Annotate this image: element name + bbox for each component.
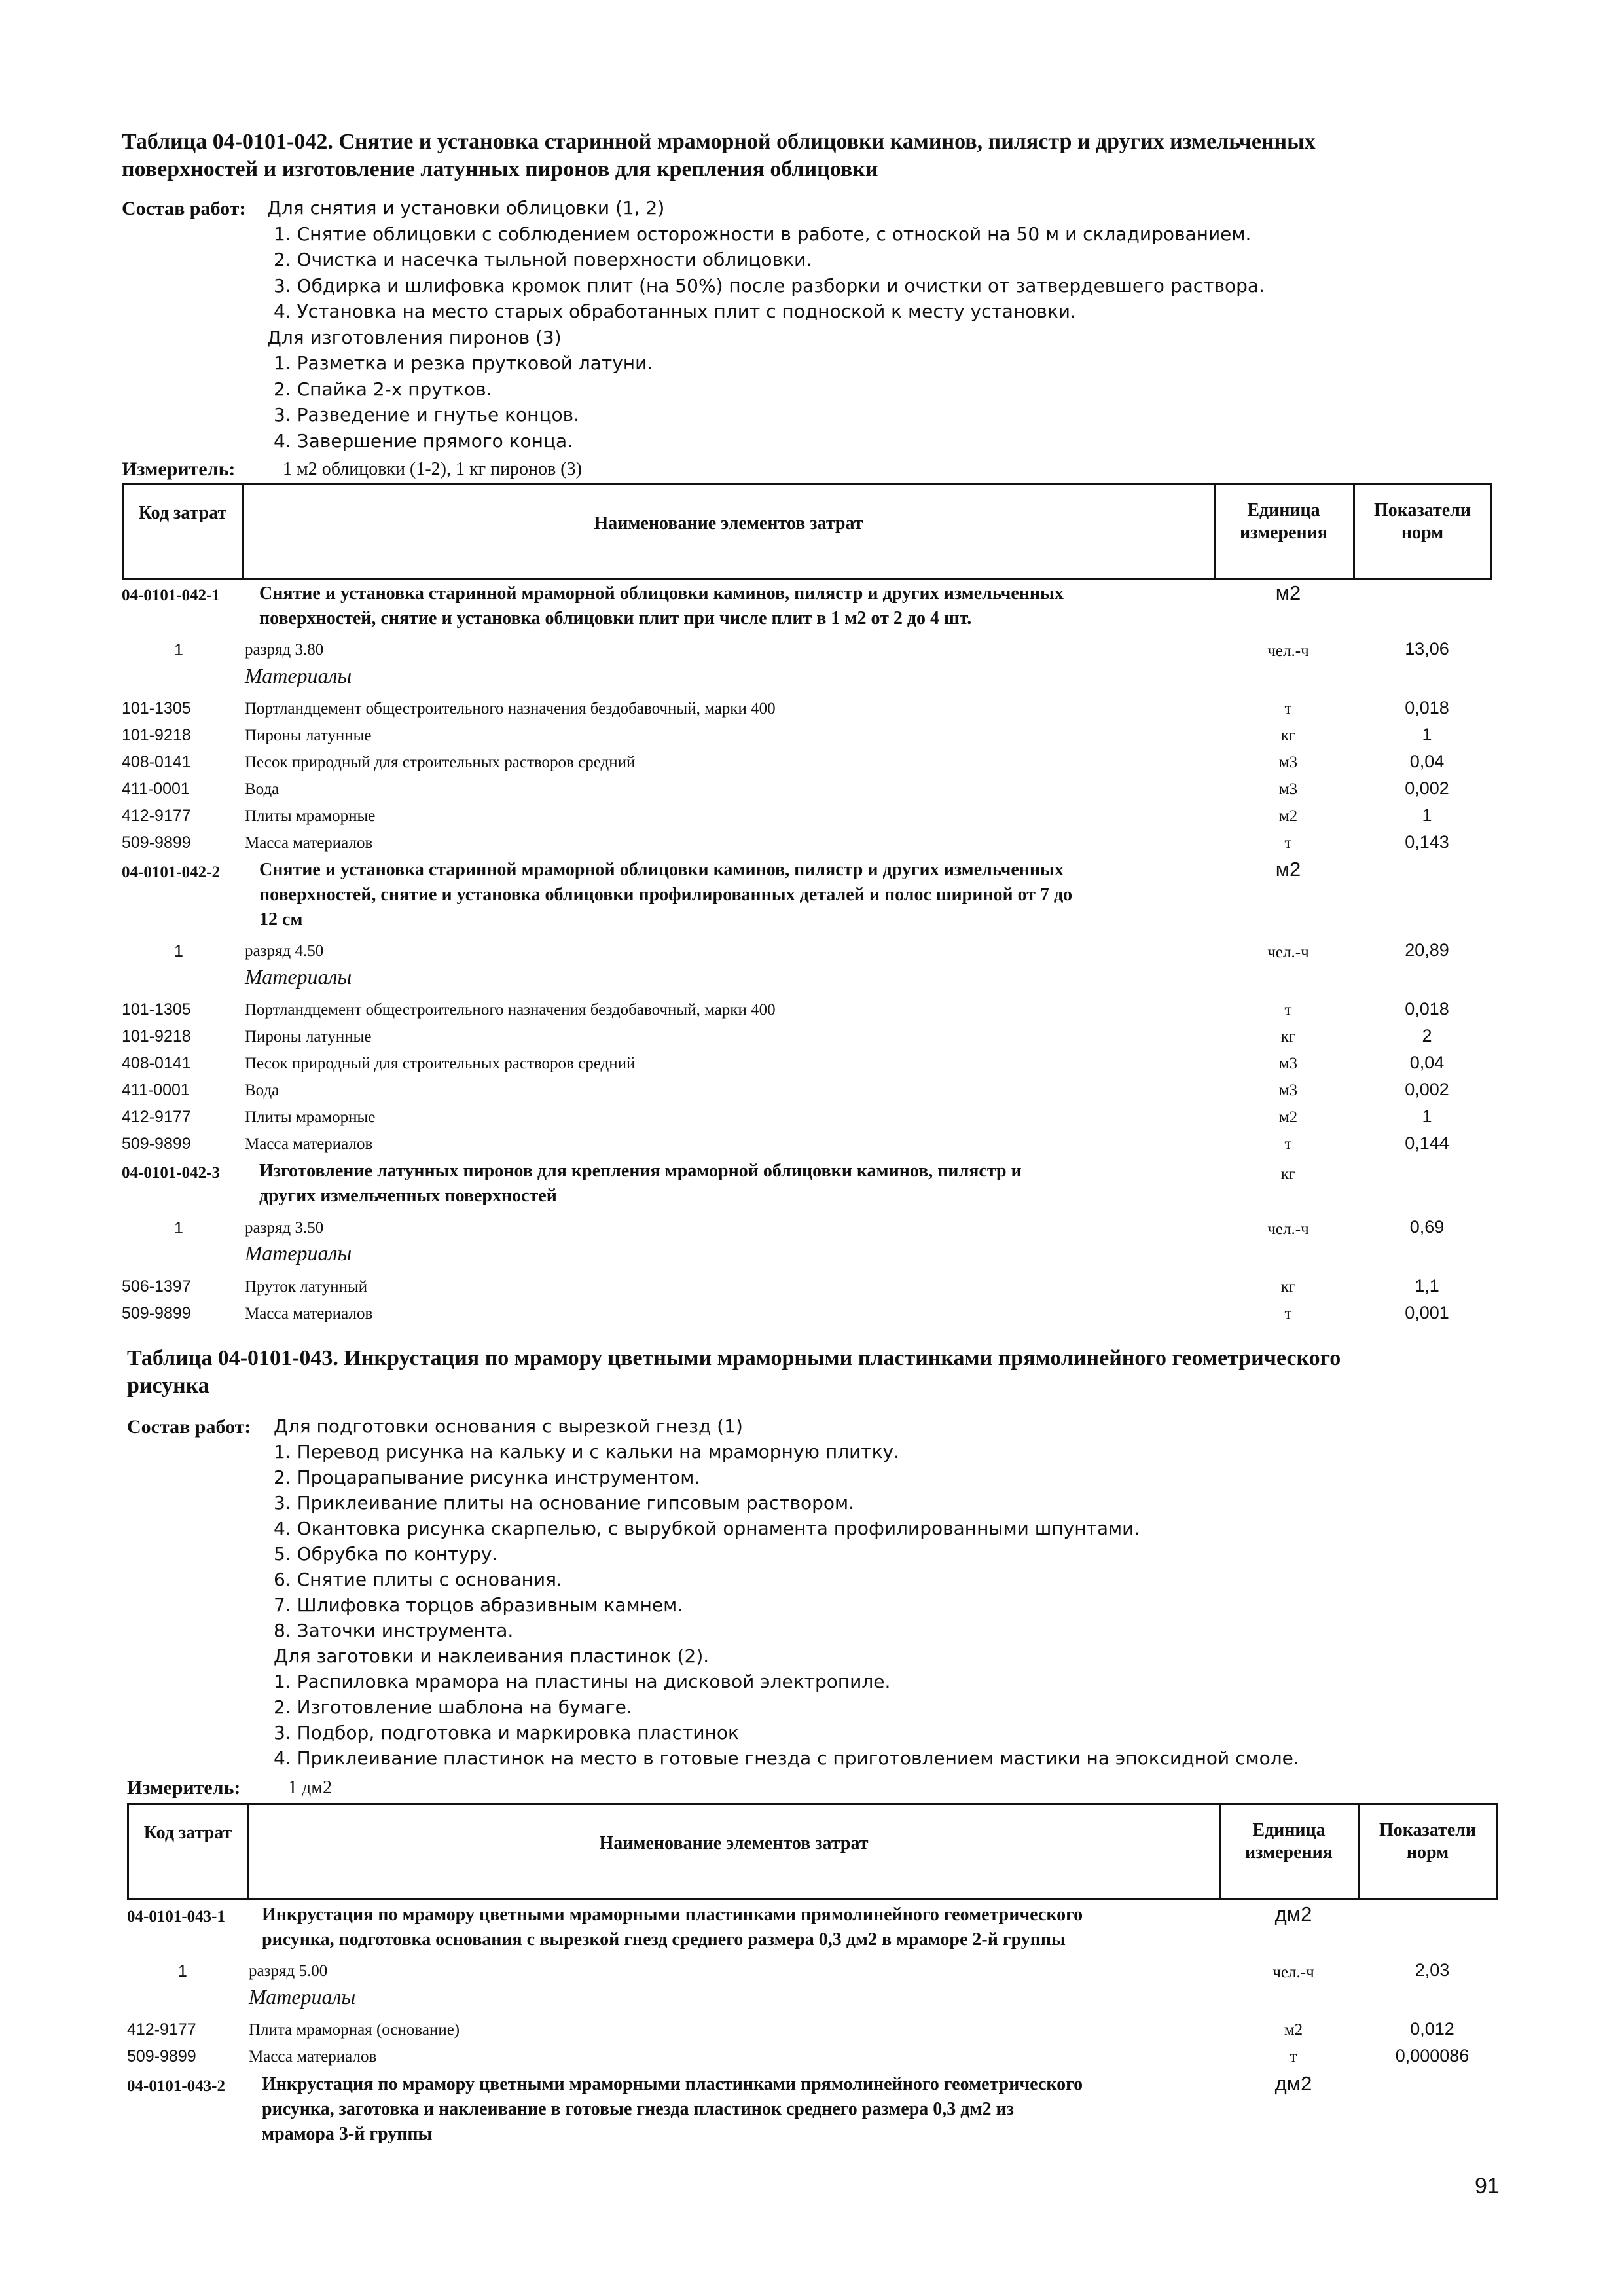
header-name: Наименование элементов затрат (594, 513, 863, 534)
table-042-title-line-2: поверхностей и изготовление латунных пиронов для крепления облицовки (122, 157, 878, 181)
item-unit: м2 (1275, 581, 1301, 604)
labor-value: 2,03 (1415, 1960, 1450, 1980)
labor-unit: чел.-ч (1272, 1963, 1314, 1981)
item-unit: дм2 (1274, 1903, 1312, 1925)
material-code: 411-0001 (122, 780, 190, 798)
works-item: 2. Процарапывание рисунка инструментом. (274, 1467, 700, 1488)
material-name: Пироны латунные (245, 727, 372, 744)
labor-code: 1 (174, 641, 183, 659)
material-name: Масса материалов (249, 2048, 377, 2066)
item-code: 04-0101-043-2 (127, 2077, 225, 2095)
header-name: Наименование элементов затрат (599, 1833, 869, 1853)
material-code: 509-9899 (122, 1135, 191, 1153)
material-code: 509-9899 (127, 2047, 196, 2066)
measure-label: Измеритель: (122, 458, 236, 480)
material-name: Песок природный для строительных растворов средний (245, 754, 636, 771)
works-item: 3. Приклеивание плиты на основание гипсовым раствором. (274, 1492, 855, 1514)
material-code: 408-0141 (122, 1054, 191, 1072)
material-value: 0,002 (1405, 778, 1449, 798)
measure-value: 1 дм2 (288, 1777, 332, 1798)
material-code: 408-0141 (122, 753, 191, 771)
material-unit: м2 (1278, 807, 1298, 825)
header-code: Код затрат (143, 1823, 232, 1843)
works-item: 7. Шлифовка торцов абразивным камнем. (274, 1594, 683, 1616)
material-unit: м3 (1278, 754, 1298, 771)
works-item: 4. Приклеивание пластинок на место в готовые гнезда с приготовлением мастики на эпоксидной смоле. (274, 1747, 1299, 1769)
works-item: 5. Обрубка по контуру. (274, 1543, 498, 1565)
material-unit: т (1284, 834, 1292, 852)
material-unit: т (1284, 700, 1292, 718)
labor-unit: чел.-ч (1267, 943, 1309, 961)
material-code: 412-9177 (122, 1108, 191, 1126)
item-name-line: рисунка, подготовка основания с вырезкой гнезд среднего размера 0,3 дм2 в мраморе 2-й группы (262, 1929, 1066, 1950)
works-item: 2. Изготовление шаблона на бумаге. (274, 1696, 632, 1718)
item-unit: кг (1280, 1165, 1296, 1183)
labor-name: разряд 3.50 (245, 1219, 324, 1237)
works-item: Для заготовки и наклеивания пластинок (2). (274, 1645, 710, 1667)
item-name-line: Снятие и установка старинной мраморной облицовки каминов, пилястр и других измельченных (259, 860, 1064, 880)
table-043-title-line-2: рисунка (127, 1374, 209, 1398)
labor-name: разряд 3.80 (245, 641, 324, 659)
labor-unit: чел.-ч (1267, 1220, 1309, 1238)
material-value: 2 (1422, 1026, 1432, 1046)
header-norm-line-1: Показатели (1379, 1820, 1477, 1840)
works-item: Для снятия и установки облицовки (1, 2) (267, 197, 665, 219)
material-value: 0,04 (1409, 752, 1445, 771)
material-value: 0,002 (1405, 1080, 1449, 1099)
table-043-title-line-1: Таблица 04-0101-043. Инкрустация по мрамору цветными мраморными пластинками прямолинейного геометрического (127, 1346, 1341, 1370)
header-unit-line-1: Единица (1247, 500, 1320, 520)
item-code: 04-0101-043-1 (127, 1908, 225, 1925)
labor-name: разряд 5.00 (249, 1962, 328, 1980)
header-unit-line-1: Единица (1252, 1820, 1326, 1840)
works-item: 1. Разметка и резка прутковой латуни. (274, 352, 653, 374)
material-value: 1 (1422, 725, 1432, 744)
material-unit: кг (1280, 727, 1296, 744)
table-042-title-line-1: Таблица 04-0101-042. Снятие и установка старинной мраморной облицовки каминов, пилястр и других измельченных (122, 130, 1316, 154)
item-name-line: Инкрустация по мрамору цветными мраморными пластинками прямолинейного геометрического (262, 2074, 1083, 2094)
labor-value: 20,89 (1405, 940, 1449, 960)
item-name-line: других измельченных поверхностей (259, 1186, 557, 1206)
header-norm-line-2: норм (1406, 1842, 1449, 1863)
material-value: 0,144 (1405, 1133, 1449, 1153)
material-value: 0,04 (1409, 1053, 1445, 1072)
materials-label: Материалы (245, 664, 352, 687)
material-unit: т (1284, 1001, 1292, 1019)
material-unit: м3 (1278, 1055, 1298, 1072)
material-code: 101-9218 (122, 726, 191, 744)
material-name: Пироны латунные (245, 1028, 372, 1046)
material-value: 0,143 (1405, 832, 1449, 852)
material-code: 509-9899 (122, 833, 191, 852)
material-name: Плита мраморная (основание) (249, 2021, 460, 2039)
labor-code: 1 (174, 1219, 183, 1237)
item-code: 04-0101-042-1 (122, 587, 220, 604)
labor-code: 1 (174, 942, 183, 960)
works-label: Состав работ: (127, 1416, 251, 1438)
works-item: 4. Окантовка рисунка скарпелью, с вырубкой орнамента профилированными шпунтами. (274, 1518, 1140, 1539)
material-value: 0,012 (1410, 2019, 1454, 2039)
works-item: 1. Перевод рисунка на кальку и с кальки на мраморную плитку. (274, 1441, 899, 1463)
works-item: 2. Очистка и насечка тыльной поверхности облицовки. (274, 249, 812, 270)
material-value: 1 (1422, 805, 1432, 825)
material-value: 1,1 (1415, 1276, 1439, 1296)
item-name-line: Изготовление латунных пиронов для крепления мраморной облицовки каминов, пилястр и (259, 1161, 1022, 1181)
material-code: 412-9177 (127, 2020, 196, 2039)
header-code: Код затрат (138, 503, 227, 523)
material-unit: м2 (1284, 2021, 1303, 2039)
header-norm-line-2: норм (1401, 522, 1444, 543)
header-unit-line-2: измерения (1240, 522, 1327, 543)
page-number: 91 (1475, 2174, 1500, 2198)
item-name-line: 12 см (259, 909, 303, 930)
material-unit: т (1284, 1135, 1292, 1153)
material-name: Портландцемент общестроительного назначения бездобавочный, марки 400 (245, 700, 776, 718)
material-unit: м2 (1278, 1108, 1298, 1126)
item-code: 04-0101-042-2 (122, 864, 220, 881)
works-item: Для подготовки основания с вырезкой гнезд (1) (274, 1415, 743, 1437)
works-item: 3. Разведение и гнутье концов. (274, 404, 580, 426)
works-item: 1. Распиловка мрамора на пластины на дисковой электропиле. (274, 1671, 891, 1692)
material-unit: т (1284, 1305, 1292, 1322)
item-name-line: Снятие и установка старинной мраморной облицовки каминов, пилястр и других измельченных (259, 583, 1064, 604)
material-value: 0,001 (1405, 1303, 1449, 1322)
item-name-line: Инкрустация по мрамору цветными мраморными пластинками прямолинейного геометрического (262, 1904, 1083, 1925)
labor-value: 0,69 (1409, 1217, 1445, 1237)
material-name: Плиты мраморные (245, 807, 376, 825)
table-header (122, 483, 1492, 580)
measure-value: 1 м2 облицовки (1-2), 1 кг пиронов (3) (283, 459, 582, 479)
material-code: 101-1305 (122, 1000, 191, 1019)
item-unit: м2 (1275, 858, 1301, 881)
item-name-line: мрамора 3-й группы (262, 2124, 433, 2144)
material-unit: кг (1280, 1028, 1296, 1046)
item-unit: дм2 (1274, 2072, 1312, 2095)
material-value: 0,018 (1405, 999, 1449, 1019)
material-value: 0,000086 (1395, 2046, 1470, 2066)
item-name-line: рисунка, заготовка и наклеивание в готовые гнезда пластинок среднего размера 0,3 дм2 из (262, 2099, 1014, 2119)
labor-value: 13,06 (1405, 639, 1449, 659)
item-name-line: поверхностей, снятие и установка облицовки плит при числе плит в 1 м2 от 2 до 4 шт. (259, 608, 972, 629)
table-header (127, 1803, 1498, 1900)
material-name: Пруток латунный (245, 1278, 368, 1296)
material-name: Вода (245, 780, 280, 798)
item-name-line: поверхностей, снятие и установка облицовки профилированных деталей и полос шириной от 7 до (259, 884, 1073, 905)
works-item: 4. Завершение прямого конца. (274, 430, 573, 452)
material-value: 0,018 (1405, 698, 1449, 718)
works-item: 3. Обдирка и шлифовка кромок плит (на 50%) после разборки и очистки от затвердевшего раствора. (274, 275, 1265, 297)
materials-label: Материалы (245, 1241, 352, 1265)
labor-code: 1 (178, 1962, 187, 1980)
works-item: 1. Снятие облицовки с соблюдением осторожности в работе, с отноской на 50 м и складированием. (274, 223, 1252, 245)
header-unit-line-2: измерения (1245, 1842, 1333, 1863)
material-code: 506-1397 (122, 1277, 191, 1296)
material-unit: м3 (1278, 1082, 1298, 1099)
material-name: Масса материалов (245, 1305, 373, 1322)
material-name: Песок природный для строительных растворов средний (245, 1055, 636, 1072)
material-unit: т (1290, 2048, 1297, 2066)
material-code: 412-9177 (122, 807, 191, 825)
works-label: Состав работ: (122, 198, 246, 219)
works-item: 2. Спайка 2-х прутков. (274, 378, 492, 400)
measure-label: Измеритель: (127, 1777, 241, 1798)
materials-label: Материалы (245, 965, 352, 989)
material-code: 101-9218 (122, 1027, 191, 1046)
works-item: 3. Подбор, подготовка и маркировка пластинок (274, 1722, 739, 1743)
material-name: Вода (245, 1082, 280, 1099)
material-code: 411-0001 (122, 1081, 190, 1099)
labor-name: разряд 4.50 (245, 942, 324, 960)
works-item: 8. Заточки инструмента. (274, 1620, 514, 1641)
header-norm-line-1: Показатели (1373, 500, 1471, 520)
material-name: Плиты мраморные (245, 1108, 376, 1126)
material-value: 1 (1422, 1106, 1432, 1126)
material-name: Портландцемент общестроительного назначения бездобавочный, марки 400 (245, 1001, 776, 1019)
material-unit: м3 (1278, 780, 1298, 798)
material-code: 101-1305 (122, 699, 191, 718)
material-unit: кг (1280, 1278, 1296, 1296)
labor-unit: чел.-ч (1267, 642, 1309, 660)
materials-label: Материалы (249, 1985, 356, 2009)
works-item: 4. Установка на место старых обработанных плит с подноской к месту установки. (274, 301, 1076, 322)
material-code: 509-9899 (122, 1304, 191, 1322)
works-item: Для изготовления пиронов (3) (267, 327, 562, 348)
item-code: 04-0101-042-3 (122, 1164, 220, 1182)
material-name: Масса материалов (245, 834, 373, 852)
works-item: 6. Снятие плиты с основания. (274, 1569, 562, 1590)
material-name: Масса материалов (245, 1135, 373, 1153)
